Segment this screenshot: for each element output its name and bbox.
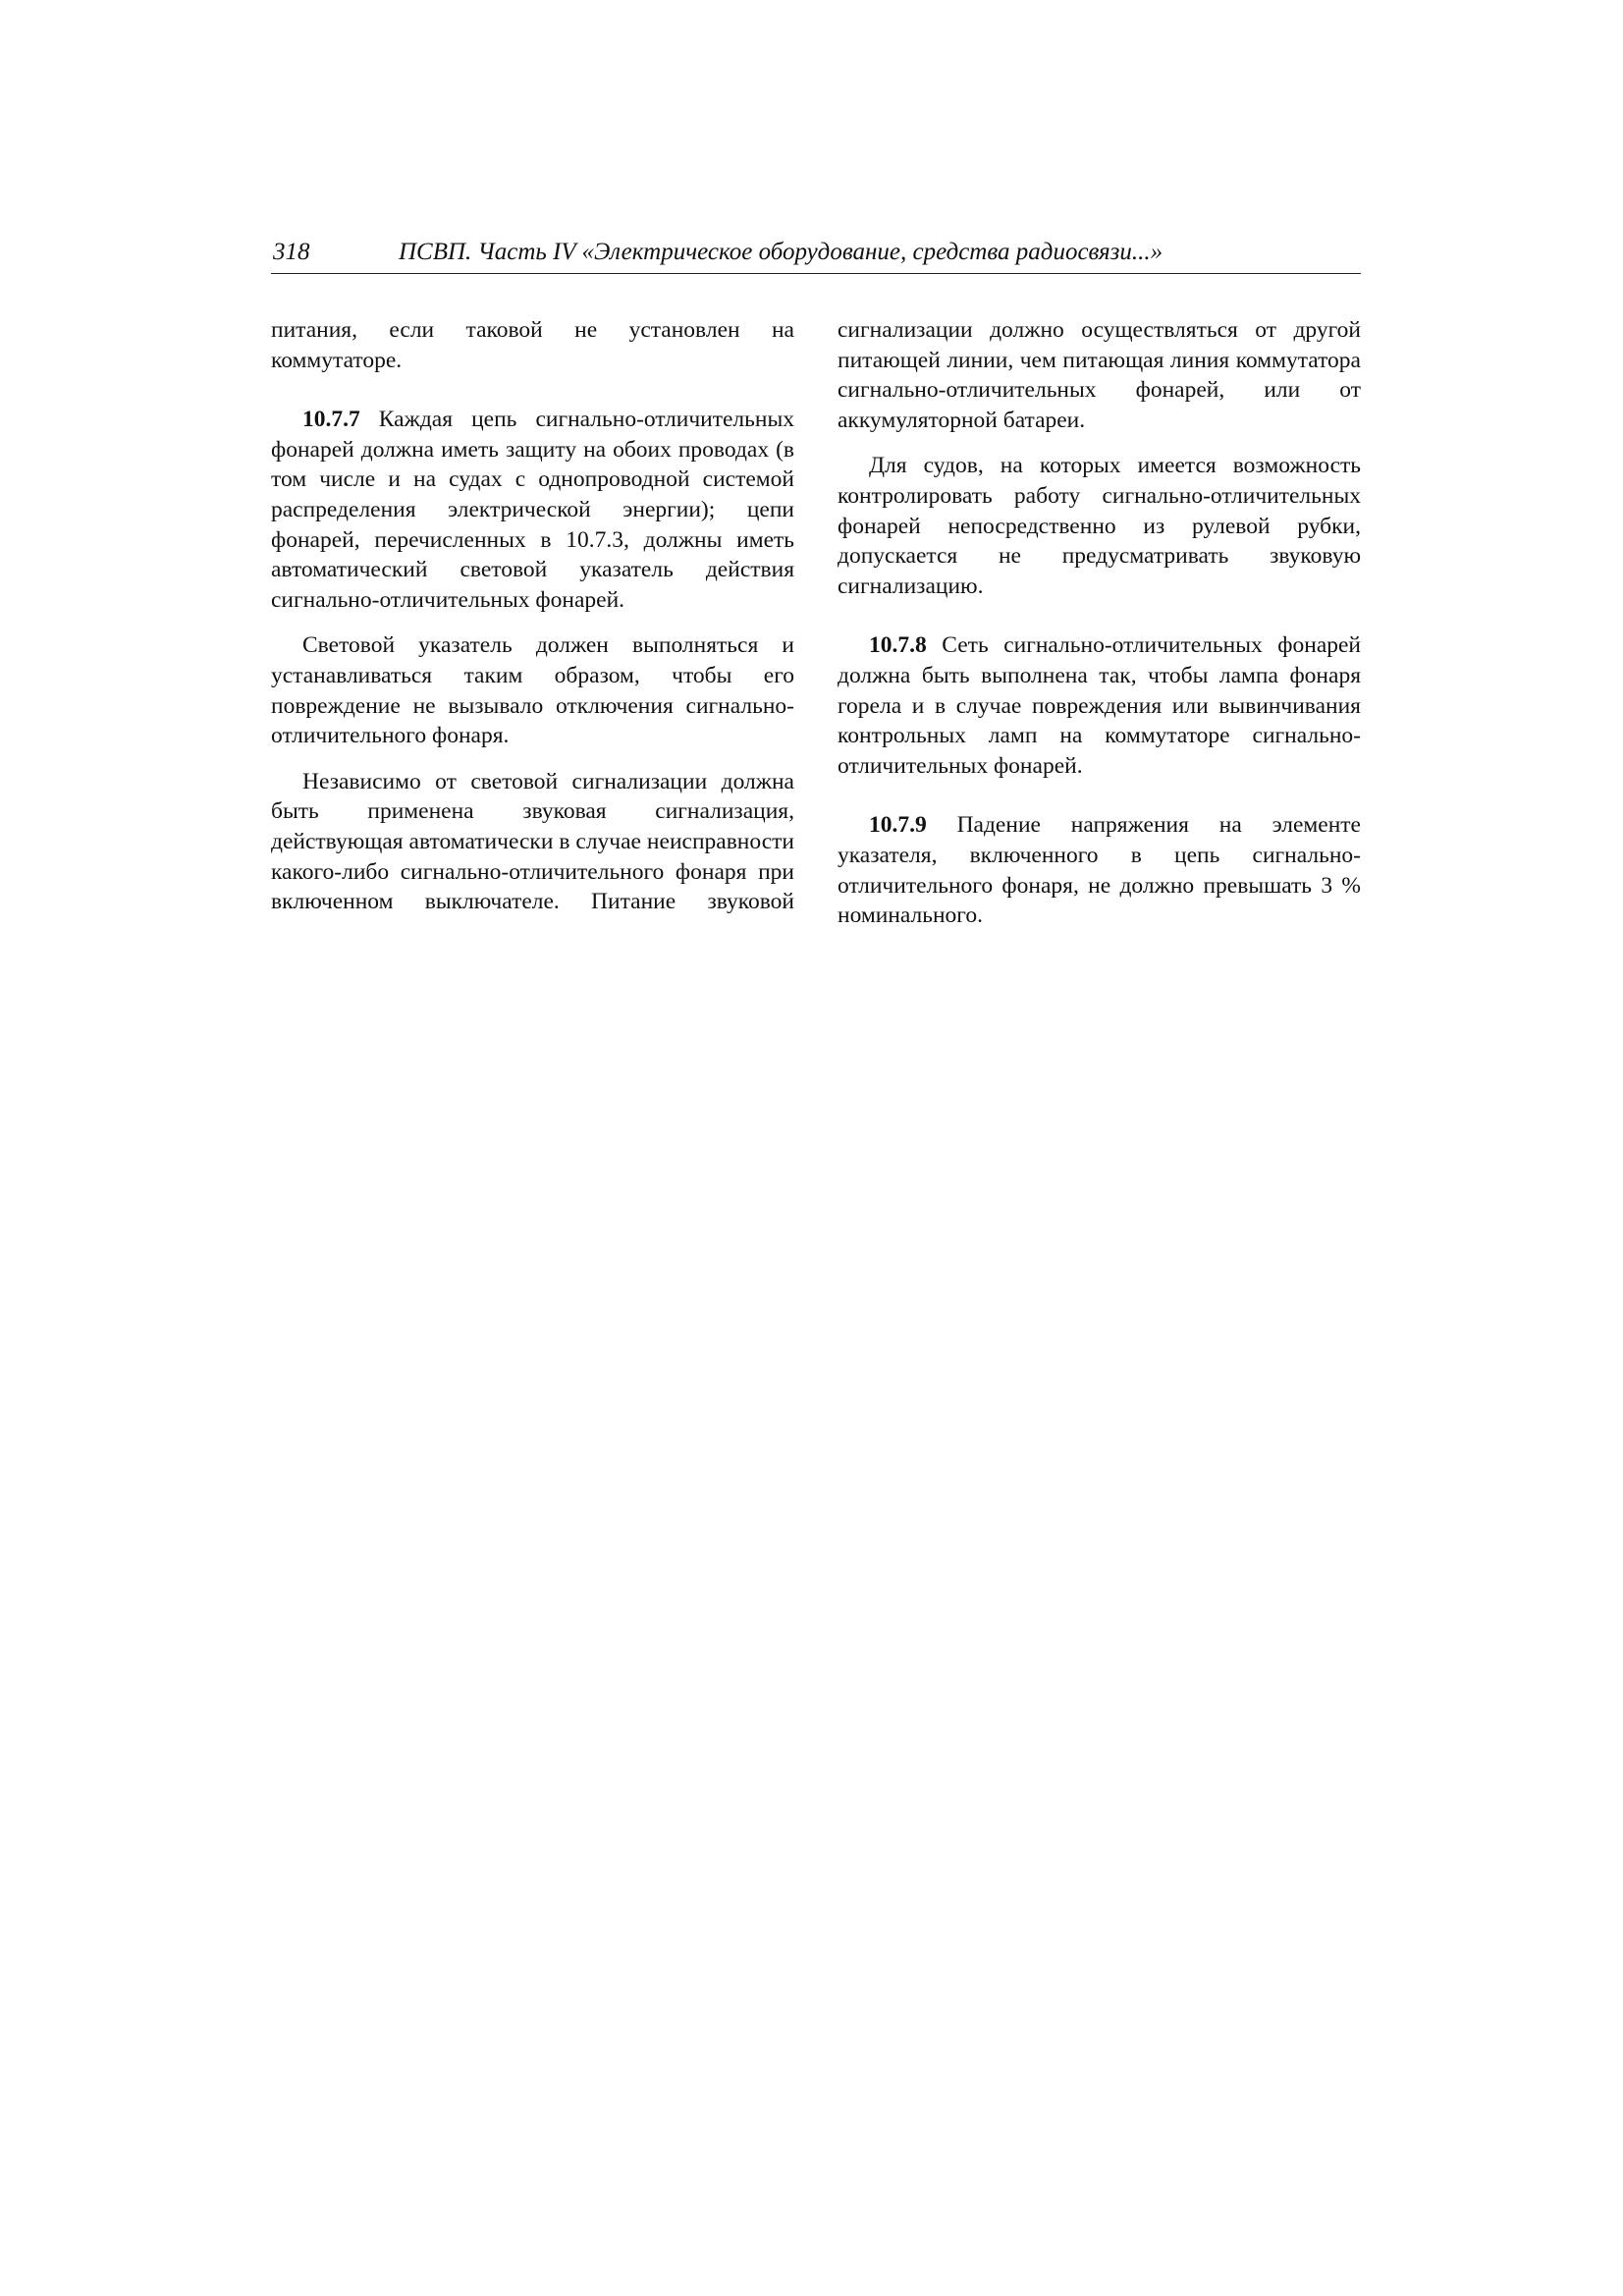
paragraph-continuation-right: сигнализации должно осуществляться от другой питающей линии, чем питающая линия коммутатора сигнально-отличительных фонарей, или от аккумуляторной батареи. xyxy=(838,317,1361,433)
paragraph-wheelhouse-control: Для судов, на которых имеется возможность контролировать работу сигнально-отличительных фонарей непосредственно из рулевой рубки, допускается не предусматривать звуковую сигнализацию. xyxy=(838,453,1361,599)
left-column xyxy=(271,315,794,933)
section-number-10-7-9: 10.7.9 xyxy=(869,812,927,839)
paragraph-10-7-7 xyxy=(271,405,794,615)
paragraph-light-indicator: Световой указатель должен выполняться и устанавливаться таким образом, чтобы его повреждение не вызывало отключения сигнально-отличительного фонаря. xyxy=(271,632,794,749)
page-number: 318 xyxy=(273,239,310,265)
section-number-10-7-8: 10.7.8 xyxy=(869,632,927,659)
paragraph-10-7-7-text: Каждая цепь сигнально-отличительных фонарей должна иметь защиту на обоих проводах (в том числе и на судах с однопроводной системой распределения электрической энергии); цепи фонарей, перечисленных в 10.7.3, должны иметь автоматический световой указатель действия сигнально-отличительных фонарей. xyxy=(271,407,794,613)
paragraph-10-7-9-text: Падение напряжения на элементе указателя, включенного в цепь сигнально-отличительного фонаря, не должно превышать 3 % номинального. xyxy=(838,812,1361,929)
paragraph-sound-alarm: Независимо от световой сигнализации должна быть применена звуковая сигнализация, действующая автоматически в случае неисправности какого-либо сигнально-отличительного фонаря при включенном выключателе. Питание звуковой xyxy=(271,768,794,915)
running-title: ПСВП. Часть IV «Электрическое оборудование, средства радиосвязи...» xyxy=(399,239,1163,265)
paragraph-10-7-8 xyxy=(838,630,1361,781)
paragraph-10-7-9 xyxy=(838,810,1361,930)
section-number-10-7-7: 10.7.7 xyxy=(302,407,360,433)
right-column xyxy=(838,315,1361,947)
paragraph-continuation: питания, если таковой не установлен на коммутаторе. xyxy=(271,317,794,373)
running-header xyxy=(271,238,1361,274)
paragraph-10-7-8-text: Сеть сигнально-отличительных фонарей должна быть выполнена так, чтобы лампа фонаря горела и в случае повреждения или вывинчивания контрольных ламп на коммутаторе сигнально-отличительных фонарей. xyxy=(838,632,1361,779)
